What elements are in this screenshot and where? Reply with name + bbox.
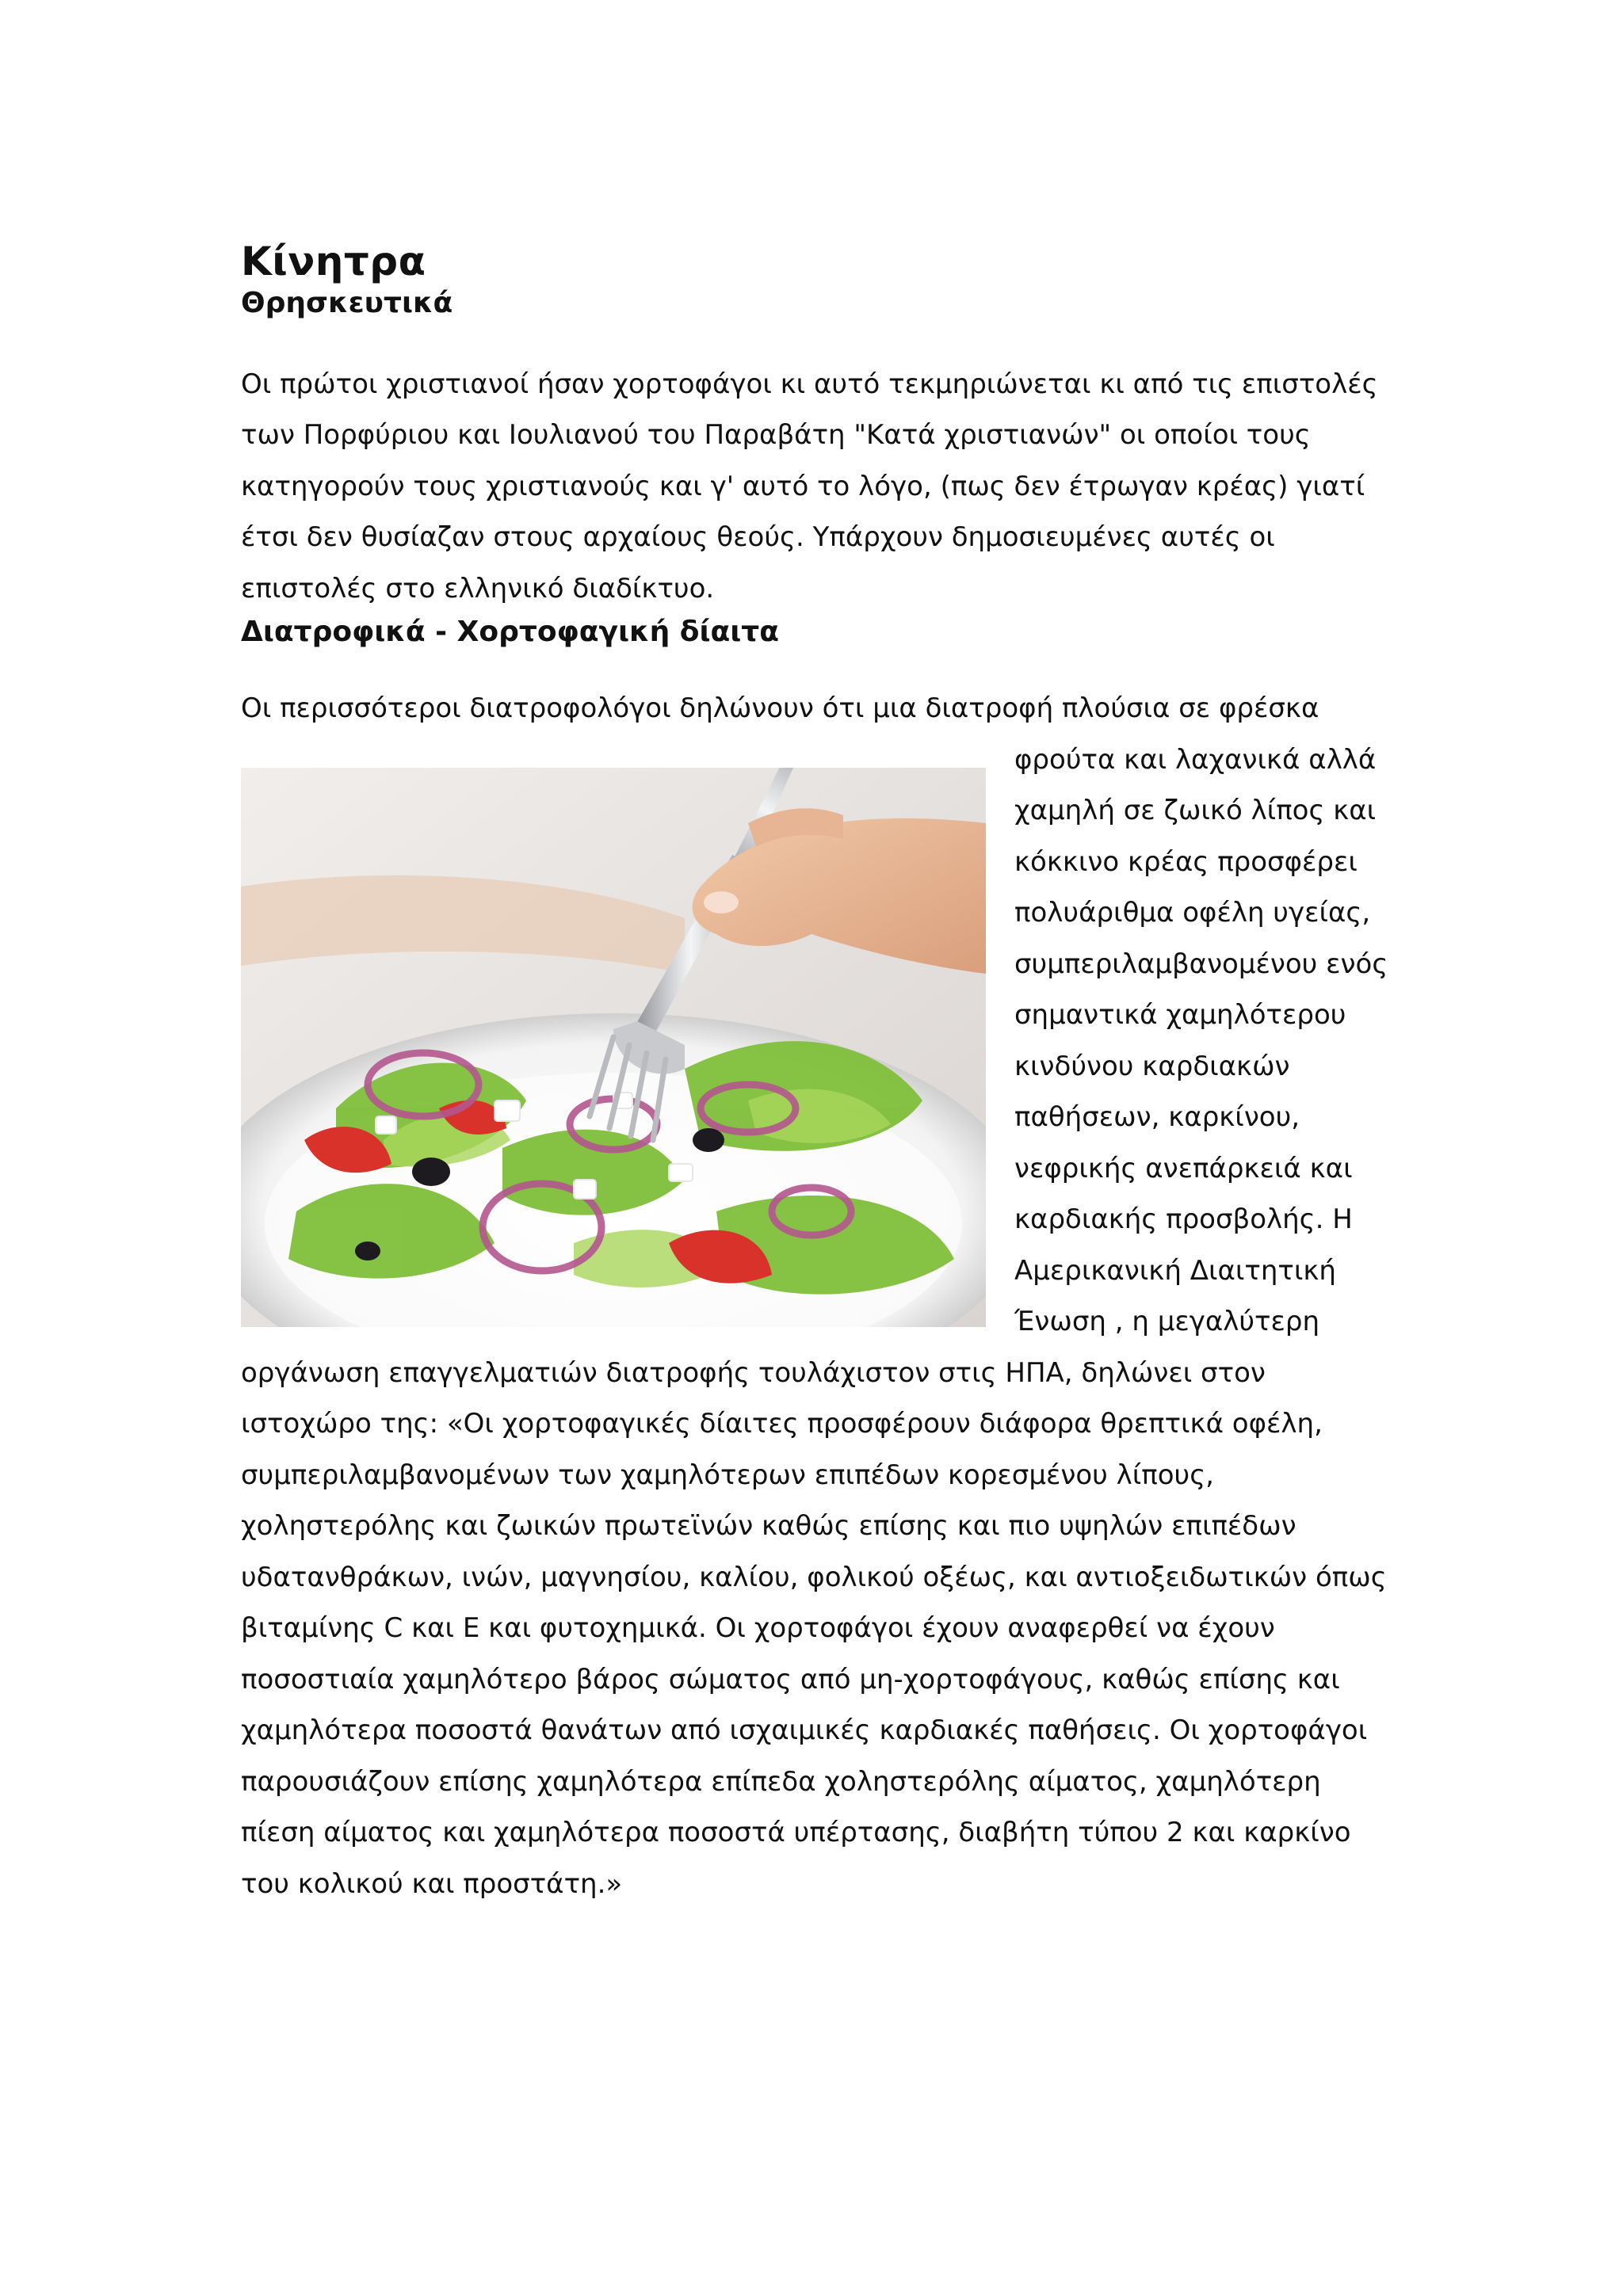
paragraph-nutrition-lead: Οι περισσότεροι διατροφολόγοι δηλώνουν ότι μια διατροφή πλούσια σε φρέσκα — [241, 692, 1319, 725]
page-title: Κίνητρα — [241, 238, 426, 284]
document-page — [241, 238, 1398, 1909]
paragraph-religious: Οι πρώτοι χριστιανοί ήσαν χορτοφάγοι κι αυτό τεκμηριώνεται κι από τις επιστολές των Πορφύριου και Ιουλιανού του Παραβάτη "Κατά χριστιανών" οι οποίοι τους κατηγορούν τους χριστιανούς και γ' αυτό το λόγο, (πως δεν έτρωγαν κρέας) γιατί έτσι δεν θυσίαζαν στους αρχαίους θεούς. Υπάρχουν δημοσιευμένες αυτές οι επιστολές στο ελληνικό διαδίκτυο. — [241, 368, 1378, 605]
paragraph-nutrition: φρούτα και λαχανικά αλλά χαμηλή σε ζωικό λίπος και κόκκινο κρέας προσφέρει πολυάριθμα οφέλη υγείας, συμπεριλαμβανομένου ενός σημαντικά χαμηλότερου κινδύνου καρδιακών παθήσεων, καρκίνου, νεφρικής ανεπάρκειά και καρδιακής προσβολής. Η Αμερικανική Διαιτητική Ένωση , η μεγαλύτερη οργάνωση επαγγελματιών διατροφής τουλάχιστον στις ΗΠΑ, δηλώνει στον ιστοχώρο της: «Οι χορτοφαγικές δίαιτες προσφέρουν διάφορα θρεπτικά οφέλη, συμπεριλαμβανομένων των χαμηλότερων επιπέδων κορεσμένου λίπους, χοληστερόλης και ζωικών πρωτεϊνών καθώς επίσης και πιο υψηλών επιπέδων υδατανθράκων, ινών, μαγνησίου, καλίου, φολικού οξέως, και αντιοξειδωτικών όπως βιταμίνης C και E και φυτοχημικά. Οι χορτοφάγοι έχουν αναφερθεί να έχουν ποσοστιαία χαμηλότερο βάρος σώματος από μη-χορτοφάγους, καθώς επίσης και χαμηλότερα ποσοστά θανάτων από ισχαιμικές καρδιακές παθήσεις. Οι χορτοφάγοι παρουσιάζουν επίσης χαμηλότερα επίπεδα χοληστερόλης αίματος, χαμηλότερη πίεση αίματος και χαμηλότερα ποσοστά υπέρτασης, διαβήτη τύπου 2 και καρκίνο του κολικού και προστάτη.» — [241, 743, 1388, 1900]
section-heading-religious: Θρησκευτικά — [241, 287, 453, 319]
salad-photo — [241, 768, 986, 1327]
nutrition-block — [241, 683, 1398, 1909]
section-heading-nutrition: Διατροφικά - Χορτοφαγική δίαιτα — [241, 616, 779, 649]
salad-photo-illustration — [241, 768, 986, 1327]
